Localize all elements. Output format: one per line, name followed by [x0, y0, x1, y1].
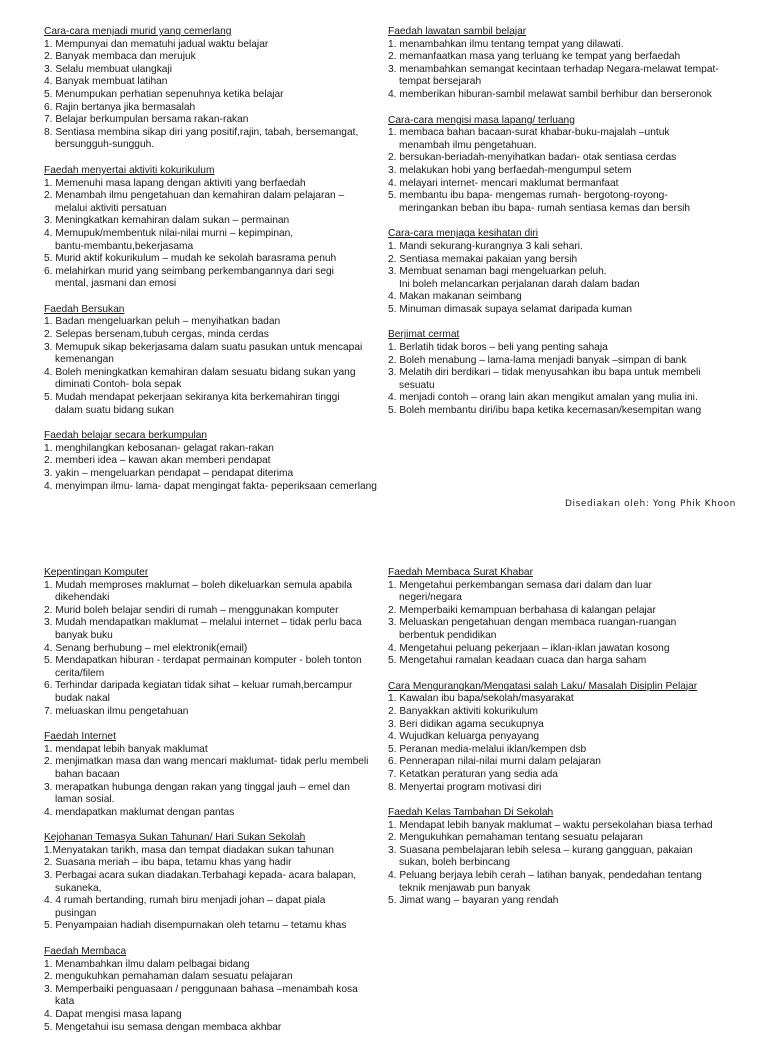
list-item — [44, 920, 379, 933]
list-item — [388, 756, 733, 769]
section-heading: Kejohanan Temasya Sukan Tahunan/ Hari Sukan Sekolah — [44, 832, 306, 844]
list-item — [388, 895, 733, 908]
list-item — [388, 266, 733, 291]
item-continuation: budak nakal — [55, 692, 110, 704]
list-item — [388, 782, 733, 795]
item-text: 1. Memenuhi masa lapang dengan aktiviti yang berfaedah — [44, 177, 306, 189]
item-text: 2. memberi idea – kawan akan memberi pendapat — [44, 455, 271, 467]
item-text: 1. Mandi sekurang-kurangnya 3 kali sehari. — [388, 240, 583, 252]
item-text: 3. Memperbaiki penguasaan / penggunaan bahasa –menambah kosa — [44, 983, 358, 995]
list-item — [44, 76, 379, 89]
item-text: 3. Meluaskan pengetahuan dengan membaca ruangan-ruangan — [388, 617, 677, 629]
list-item — [388, 693, 733, 706]
item-continuation: diminati Contoh- bola sepak — [55, 379, 182, 391]
item-text: 3. yakin – mengeluarkan pendapat – pendapat diterima — [44, 468, 294, 479]
list-item — [388, 127, 733, 152]
item-text: 4. Wujudkan keluarga penyayang — [388, 731, 540, 743]
list-item — [44, 857, 379, 870]
note-section — [388, 115, 733, 216]
list-item — [388, 769, 733, 782]
section-heading: Faedah Kelas Tambahan Di Sekolah — [388, 807, 554, 819]
item-text: 4. Banyak membuat latihan — [44, 76, 168, 88]
list-item — [44, 580, 379, 605]
list-item — [388, 241, 733, 254]
item-text: 2. Suasana meriah – ibu bapa, tetamu khas yang hadir — [44, 857, 292, 869]
bottom-right-column — [388, 567, 733, 921]
note-section — [388, 681, 733, 794]
note-section — [388, 567, 733, 668]
list-item — [44, 744, 379, 757]
item-text: 1. membaca bahan bacaan-surat khabar-buku-majalah –untuk — [388, 127, 670, 139]
item-text: 4. memberikan hiburan-sambil melawat sambil berhibur dan berseronok — [388, 88, 712, 100]
item-continuation: bahan bacaan — [55, 768, 120, 780]
item-continuation: berbentuk pendidikan — [399, 629, 497, 641]
item-text: 3. Meningkatkan kemahiran dalam sukan – permainan — [44, 215, 290, 227]
section-heading: Faedah Membaca — [44, 946, 127, 958]
item-text: 2. Menambah ilmu pengetahuan dan kemahiran dalam pelajaran – — [44, 190, 345, 202]
note-section — [44, 26, 379, 152]
item-continuation: kata — [55, 996, 75, 1008]
item-text: 5. Mengetahui isu semasa dengan membaca akhbar — [44, 1021, 282, 1033]
item-text: 4. Makan makanan seimbang — [388, 291, 522, 303]
list-item — [44, 253, 379, 266]
item-continuation: pusingan — [55, 907, 97, 919]
item-text: 6. Rajin bertanya jika bermasalah — [44, 101, 196, 113]
section-heading: Kepentingan Komputer — [44, 567, 149, 578]
list-item — [388, 870, 733, 895]
list-item — [388, 152, 733, 165]
item-text: 1. Kawalan ibu bapa/sekolah/masyarakat — [388, 693, 574, 705]
list-item — [44, 114, 379, 127]
item-text: 4. melayari internet- mencari maklumat bermanfaat — [388, 177, 619, 189]
list-item — [388, 392, 733, 405]
item-text: 6. Terhindar daripada kegiatan tidak sihat – keluar rumah,bercampur — [44, 680, 353, 692]
item-continuation: kemenangan — [55, 354, 114, 366]
item-text: 5. membantu ibu bapa- mengemas rumah- bergotong-royong- — [388, 190, 668, 202]
list-item — [44, 215, 379, 228]
list-item — [44, 228, 379, 253]
item-continuation: meringankan beban ibu bapa- rumah sentiasa kemas dan bersih — [399, 202, 691, 214]
section-heading: Faedah Membaca Surat Khabar — [388, 567, 533, 578]
section-heading: Cara-cara mengisi masa lapang/ terluang — [388, 114, 575, 126]
section-heading: Cara Mengurangkan/Mengatasi salah Laku/ Masalah Disiplin Pelajar — [388, 680, 698, 692]
list-item — [44, 845, 379, 858]
list-item — [388, 820, 733, 833]
list-item — [388, 254, 733, 267]
section-heading: Faedah lawatan sambil belajar — [388, 26, 527, 37]
item-text: 1. mendapat lebih banyak maklumat — [44, 743, 208, 755]
note-section — [44, 567, 379, 718]
list-item — [44, 643, 379, 656]
list-item — [44, 455, 379, 468]
item-text: 4. mendapatkan maklumat dengan pantas — [44, 806, 235, 818]
list-item — [44, 392, 379, 417]
section-heading: Cara-cara menjadi murid yang cemerlang — [44, 26, 232, 37]
list-item — [388, 405, 733, 418]
item-continuation: dalam suatu bidang sukan — [55, 404, 174, 416]
prepared-by-credit: Disediakan oleh: Yong Phik Khoon — [565, 499, 736, 509]
list-item — [388, 605, 733, 618]
item-text: 2. Sentiasa memakai pakaian yang bersih — [388, 253, 578, 265]
item-text: 3. Melatih diri berdikari – tidak menyusahkan ibu bapa untuk membeli — [388, 367, 701, 379]
item-text: 1. Menambahkan ilmu dalam pelbagai bidang — [44, 958, 250, 970]
list-item — [388, 304, 733, 317]
top-right-column — [388, 26, 733, 431]
list-item — [44, 367, 379, 392]
list-item — [44, 39, 379, 52]
item-continuation: tempat bersejarah — [399, 76, 482, 88]
list-item — [44, 190, 379, 215]
section-heading: Faedah belajar secara berkumpulan — [44, 430, 208, 442]
list-item — [44, 481, 379, 494]
note-section — [44, 832, 379, 933]
list-item — [44, 102, 379, 115]
item-text: 5. Boleh membantu diri/ibu bapa ketika kecemasan/kesempitan wang — [388, 405, 702, 417]
list-item — [388, 190, 733, 215]
item-text: 2. Memperbaiki kemampuan berbahasa di kalangan pelajar — [388, 604, 656, 616]
list-item — [388, 832, 733, 845]
item-text: 3. melakukan hobi yang berfaedah-mengumpul setem — [388, 164, 632, 176]
item-continuation: negeri/negara — [399, 592, 462, 604]
item-text: 5. Mendapatkan hiburan - terdapat permainan komputer - boleh tonton — [44, 655, 362, 667]
list-item — [44, 266, 379, 291]
item-continuation: bantu-membantu,bekerjasama — [55, 240, 194, 252]
item-text: 5. Minuman dimasak supaya selamat daripada kuman — [388, 303, 633, 315]
list-item — [388, 367, 733, 392]
item-text: 2. mengukuhkan pemahaman dalam sesuatu pelajaran — [44, 971, 293, 983]
list-item — [44, 316, 379, 329]
item-text: 8. Menyertai program motivasi diri — [388, 781, 542, 793]
item-continuation: melalui aktiviti persatuan — [55, 202, 167, 214]
item-text: 5. Mengetahui ramalan keadaan cuaca dan harga saham — [388, 655, 647, 667]
list-item — [44, 64, 379, 77]
list-item — [388, 580, 733, 605]
item-text: 1. Mengetahui perkembangan semasa dari dalam dan luar — [388, 579, 652, 591]
item-continuation: mental, jasmani dan emosi — [55, 278, 177, 290]
list-item — [44, 51, 379, 64]
list-item — [44, 680, 379, 705]
list-item — [388, 845, 733, 870]
list-item — [388, 643, 733, 656]
item-text: 8. Sentiasa membina sikap diri yang positif,rajin, tabah, bersemangat, — [44, 126, 359, 138]
item-text: 2. Selepas bersenam,tubuh cergas, minda cerdas — [44, 329, 269, 341]
item-text: 3. Mudah mendapatkan maklumat – melalui internet – tidak perlu baca — [44, 617, 362, 629]
list-item — [44, 706, 379, 719]
item-text: 3. Perbagai acara sukan diadakan.Terbahagi kepada- acara balapan, — [44, 870, 357, 882]
item-text: 1. menambahkan ilmu tentang tempat yang dilawati. — [388, 38, 624, 50]
item-text: 2. menjimatkan masa dan wang mencari maklumat- tidak perlu membeli — [44, 756, 369, 768]
item-text: 4. Senang berhubung – mel elektronik(email) — [44, 642, 248, 654]
list-item — [388, 731, 733, 744]
list-item — [388, 719, 733, 732]
item-text: 2. Murid boleh belajar sendiri di rumah – menggunakan komputer — [44, 604, 339, 616]
item-continuation: cerita/filem — [55, 667, 105, 679]
list-item — [44, 655, 379, 680]
list-item — [388, 89, 733, 102]
item-text: 4. Dapat mengisi masa lapang — [44, 1009, 182, 1020]
list-item — [44, 329, 379, 342]
item-continuation: sukan, boleh berbincang — [399, 857, 511, 869]
item-text: 3. Suasana pembelajaran lebih selesa – kurang gangguan, pakaian — [388, 844, 693, 856]
section-heading: Berjimat cermat — [388, 329, 460, 341]
note-section — [388, 807, 733, 908]
list-item — [44, 984, 379, 1009]
list-item — [388, 706, 733, 719]
list-item — [388, 655, 733, 668]
item-text: 4. Memupuk/membentuk nilai-nilai murni – kepimpinan, — [44, 227, 294, 239]
item-continuation: sukaneka, — [55, 882, 102, 894]
item-text: 2. bersukan-beriadah-menyihatkan badan- otak sentiasa cerdas — [388, 152, 677, 164]
list-item — [388, 165, 733, 178]
item-text: 3. Beri didikan agama secukupnya — [388, 718, 544, 730]
item-text: 4. 4 rumah bertanding, rumah biru menjadi johan – dapat piala — [44, 895, 326, 907]
section-heading: Faedah menyertai aktiviti kokurikulum — [44, 164, 215, 176]
item-continuation: teknik menjawab pun banyak — [399, 882, 531, 894]
item-text: 1. Mempunyai dan mematuhi jadual waktu belajar — [44, 38, 269, 50]
note-section — [44, 165, 379, 291]
item-continuation: dikehendaki — [55, 592, 110, 604]
item-continuation: bersungguh-sungguh. — [55, 139, 155, 151]
item-text: 5. Peranan media-melalui iklan/kempen dsb — [388, 743, 587, 755]
note-section — [44, 946, 379, 1034]
item-text: 3. Memupuk sikap bekerjasama dalam suatu pasukan untuk mencapai — [44, 341, 363, 353]
list-item — [44, 443, 379, 456]
item-text: 1. menghilangkan kebosanan- gelagat rakan-rakan — [44, 442, 274, 454]
list-item — [44, 342, 379, 367]
item-text: 5. Mudah mendapat pekerjaan sekiranya kita berkemahiran tinggi — [44, 392, 340, 404]
item-text: 3. Membuat senaman bagi mengeluarkan peluh. — [388, 266, 607, 278]
note-section — [388, 26, 733, 102]
item-text: 3. merapatkan hubunga dengan rakan yang tinggal jauh – emel dan — [44, 781, 350, 793]
item-continuation: Ini boleh melancarkan perjalanan darah dalam badan — [399, 278, 640, 290]
item-text: 6. melahirkan murid yang seimbang perkembangannya dari segi — [44, 265, 334, 277]
list-item — [388, 291, 733, 304]
item-text: 4. Peluang berjaya lebih cerah – latihan banyak, pendedahan tentang — [388, 870, 702, 882]
list-item — [44, 605, 379, 618]
item-text: 1. Berlatih tidak boros – beli yang penting sahaja — [388, 342, 608, 354]
item-text: 3. menambahkan semangat kecintaan terhadap Negara-melawat tempat- — [388, 63, 719, 75]
list-item — [388, 51, 733, 64]
section-heading: Faedah Internet — [44, 731, 116, 743]
list-item — [44, 971, 379, 984]
item-text: 5. Murid aktif kokurikulum – mudah ke sekolah barasrama penuh — [44, 253, 337, 265]
note-section — [44, 430, 379, 493]
list-item — [44, 178, 379, 191]
list-item — [44, 895, 379, 920]
list-item — [388, 744, 733, 757]
item-text: 2. Banyakkan aktiviti kokurikulum — [388, 705, 539, 717]
note-section — [44, 731, 379, 819]
bottom-left-column — [44, 567, 379, 1047]
item-text: 7. meluaskan ilmu pengetahuan — [44, 705, 189, 717]
item-text: 5. Penyampaian hadiah disempurnakan oleh tetamu – tetamu khas — [44, 920, 347, 932]
item-text: 1. Mendapat lebih banyak maklumat – waktu persekolahan biasa terhad — [388, 819, 713, 831]
item-text: 6. Pennerapan nilai-nilai murni dalam pelajaran — [388, 756, 601, 768]
list-item — [44, 1022, 379, 1035]
item-text: 2. Banyak membaca dan merujuk — [44, 51, 196, 63]
item-text: 1. Mudah memproses maklumat – boleh dikeluarkan semula apabila — [44, 579, 353, 591]
list-item — [388, 355, 733, 368]
item-continuation: laman sosial. — [55, 794, 115, 806]
section-heading: Cara-cara menjaga kesihatan diri — [388, 228, 539, 240]
list-item — [388, 342, 733, 355]
list-item — [44, 89, 379, 102]
section-heading: Faedah Bersukan — [44, 303, 125, 315]
list-item — [44, 468, 379, 481]
note-section — [388, 228, 733, 316]
item-continuation: menambah ilmu pengetahuan. — [399, 139, 537, 151]
list-item — [44, 782, 379, 807]
item-text: 5. Menumpukan perhatian sepenuhnya ketika belajar — [44, 88, 284, 100]
list-item — [44, 959, 379, 972]
item-continuation: banyak buku — [55, 629, 113, 641]
item-text: 5. Jimat wang – bayaran yang rendah — [388, 895, 559, 907]
item-text: 7. Ketatkan peraturan yang sedia ada — [388, 768, 558, 780]
list-item — [44, 617, 379, 642]
list-item — [44, 870, 379, 895]
list-item — [44, 1009, 379, 1022]
top-left-column — [44, 26, 379, 506]
list-item — [44, 127, 379, 152]
item-text: 7. Belajar berkumpulan bersama rakan-rakan — [44, 114, 249, 126]
item-text: 4. Boleh meningkatkan kemahiran dalam sesuatu bidang sukan yang — [44, 366, 356, 378]
item-text: 3. Selalu membuat ulangkaji — [44, 63, 172, 75]
item-text: 2. Mengukuhkan pemahaman tentang sesuatu pelajaran — [388, 832, 643, 844]
note-section — [44, 304, 379, 417]
item-text: 1. Badan mengeluarkan peluh – menyihatkan badan — [44, 316, 281, 328]
item-text: 4. menyimpan ilmu- lama- dapat mengingat fakta- peperiksaan cemerlang — [44, 480, 377, 492]
list-item — [388, 39, 733, 52]
list-item — [44, 807, 379, 820]
list-item — [388, 64, 733, 89]
item-text: 2. Boleh menabung – lama-lama menjadi banyak –simpan di bank — [388, 354, 687, 366]
list-item — [388, 617, 733, 642]
item-text: 4. Mengetahui peluang pekerjaan – iklan-iklan jawatan kosong — [388, 642, 670, 654]
note-section — [388, 329, 733, 417]
list-item — [388, 178, 733, 191]
item-text: 4. menjadi contoh – orang lain akan mengikut amalan yang mulia ini. — [388, 392, 698, 404]
item-text: 1.Menyatakan tarikh, masa dan tempat diadakan sukan tahunan — [44, 844, 334, 856]
item-continuation: sesuatu — [399, 379, 435, 391]
item-text: 2. memanfaatkan masa yang terluang ke tempat yang berfaedah — [388, 51, 681, 63]
list-item — [44, 756, 379, 781]
